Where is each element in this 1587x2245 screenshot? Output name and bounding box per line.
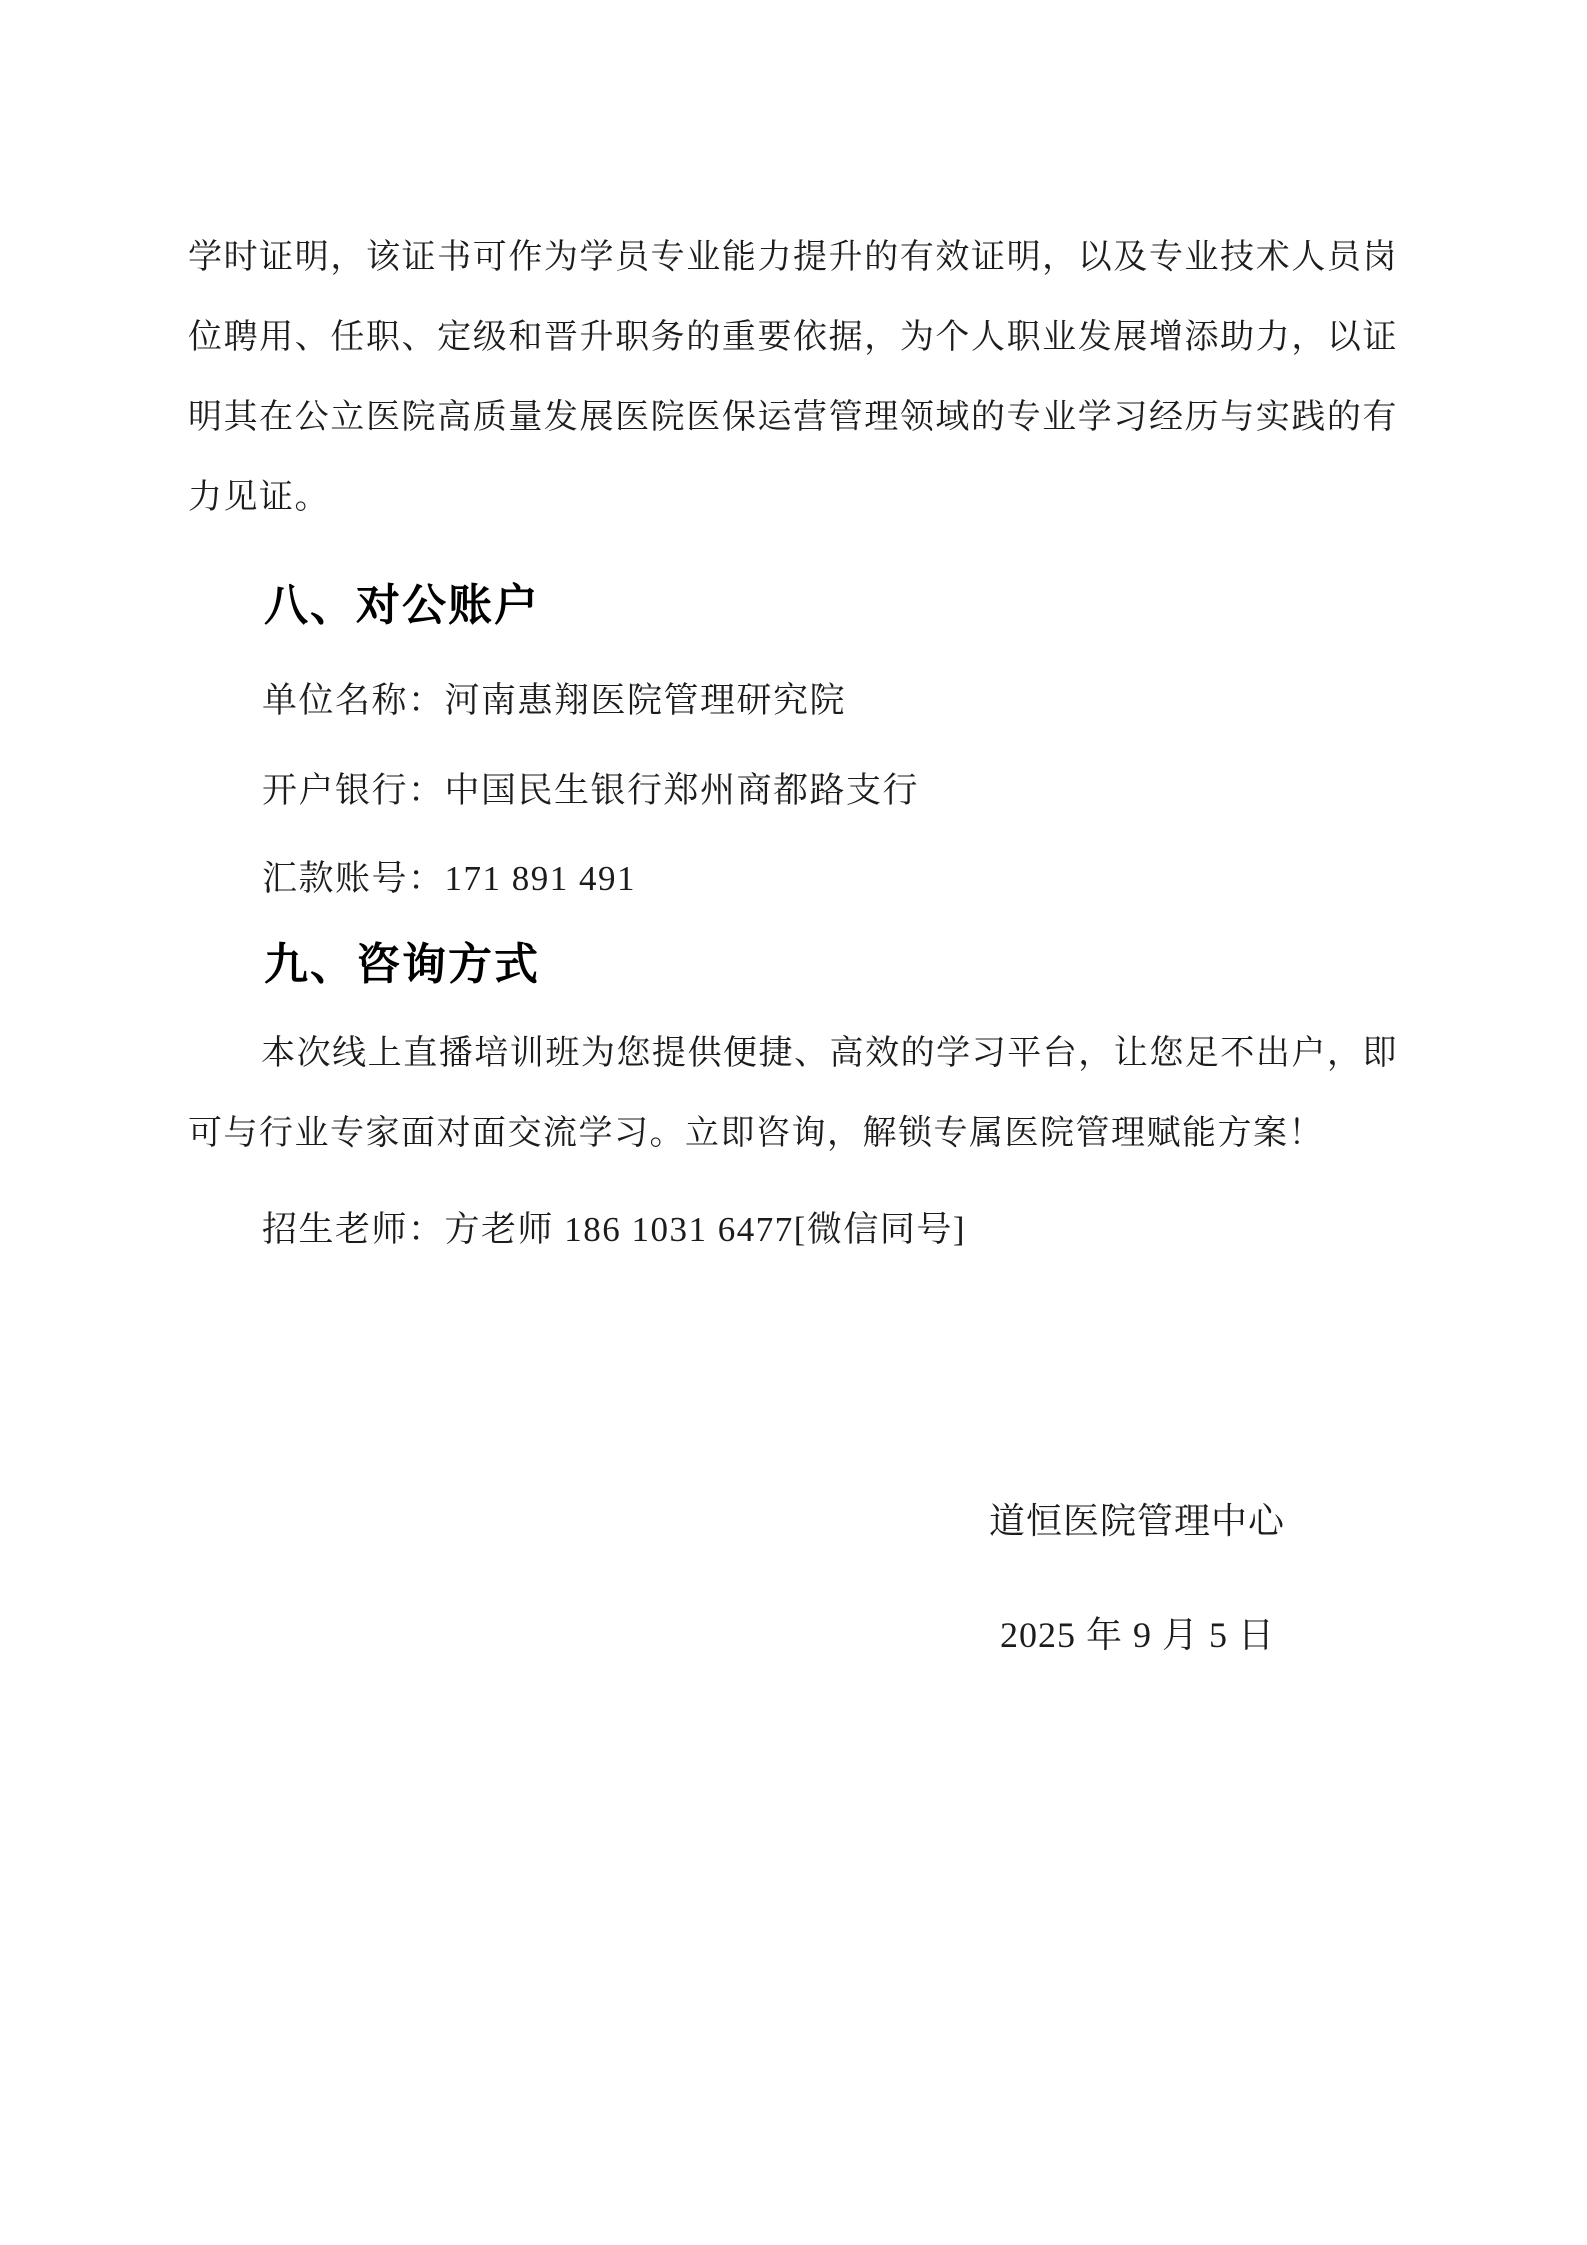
consultation-paragraph: 本次线上直播培训班为您提供便捷、高效的学习平台，让您足不出户，即可与行业专家面对面交流学习。立即咨询，解锁专属医院管理赋能方案！ bbox=[188, 1035, 1398, 1152]
account-number-value: 171 891 491 bbox=[444, 859, 637, 898]
bank-label: 开户银行： bbox=[262, 771, 445, 810]
enrollment-teacher-line bbox=[262, 1208, 966, 1252]
unit-name-label: 单位名称： bbox=[262, 681, 445, 720]
unit-name-value: 河南惠翔医院管理研究院 bbox=[444, 681, 847, 720]
section-heading-consultation: 九、咨询方式 bbox=[264, 940, 540, 989]
teacher-value: 方老师 186 1031 6477[微信同号] bbox=[444, 1210, 967, 1249]
account-number-label: 汇款账号： bbox=[262, 859, 445, 898]
signature-date: 2025 年 9 月 5 日 bbox=[999, 1615, 1275, 1655]
account-number-line bbox=[262, 857, 636, 901]
bank-value: 中国民生银行郑州商都路支行 bbox=[444, 771, 920, 810]
account-unit-name-line bbox=[262, 679, 846, 723]
intro-paragraph: 学时证明，该证书可作为学员专业能力提升的有效证明，以及专业技术人员岗位聘用、任职、定级和晋升职务的重要依据，为个人职业发展增添助力，以证明其在公立医院高质量发展医院医保运营管理领域的专业学习经历与实践的有力见证。 bbox=[188, 239, 1398, 516]
section-heading-bank-account: 八、对公账户 bbox=[264, 581, 540, 630]
account-bank-line bbox=[262, 769, 919, 813]
signature-organization: 道恒医院管理中心 bbox=[988, 1501, 1285, 1541]
teacher-label: 招生老师： bbox=[262, 1210, 445, 1249]
